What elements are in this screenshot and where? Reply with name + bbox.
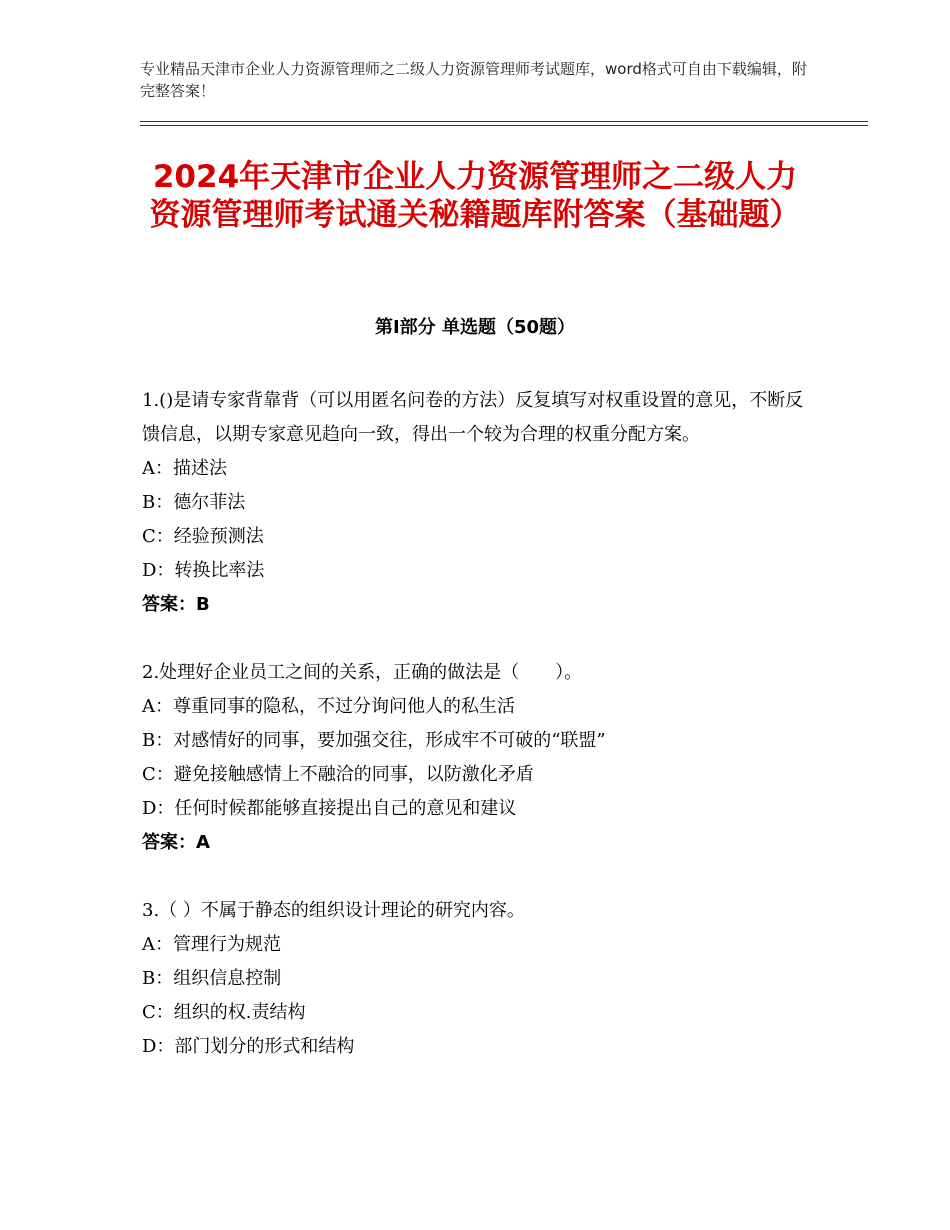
option-b: B：组织信息控制 (142, 968, 282, 989)
question-text: 3.（ ）不属于静态的组织设计理论的研究内容。 (142, 900, 525, 921)
option-d: D：转换比率法 (142, 560, 265, 581)
section-title: 第Ⅰ部分 单选题（50题） (374, 317, 575, 338)
question-list (142, 384, 812, 1098)
option-a: A：管理行为规范 (142, 934, 281, 955)
option-c: C：经验预测法 (142, 526, 264, 547)
header-rule-top (140, 121, 868, 122)
option-d: D：部门划分的形式和结构 (142, 1036, 355, 1057)
document-title: 2024年天津市企业人力资源管理师之二级人力资源管理师考试通关秘籍题库附答案（基础题） (149, 159, 801, 233)
question-text: 1.()是请专家背靠背（可以用匿名问卷的方法）反复填写对权重设置的意见，不断反馈信息，以期专家意见趋向一致，得出一个较为合理的权重分配方案。 (142, 390, 804, 445)
option-c: C：避免接触感情上不融洽的同事，以防激化矛盾 (142, 764, 534, 785)
option-a: A：描述法 (142, 458, 227, 479)
answer: 答案：B (142, 594, 210, 615)
question-1 (142, 384, 812, 622)
option-a: A：尊重同事的隐私，不过分询问他人的私生活 (142, 696, 515, 717)
answer: 答案：A (142, 832, 210, 853)
option-d: D：任何时候都能够直接提出自己的意见和建议 (142, 798, 517, 819)
header-note: 专业精品天津市企业人力资源管理师之二级人力资源管理师考试题库，word格式可自由下载编辑，附完整答案！ (140, 60, 807, 100)
question-2 (142, 656, 812, 860)
option-c: C：组织的权.责结构 (142, 1002, 306, 1023)
option-b: B：德尔菲法 (142, 492, 246, 513)
question-text: 2.处理好企业员工之间的关系，正确的做法是（ ）。 (142, 662, 583, 683)
option-b: B：对感情好的同事，要加强交往，形成牢不可破的“联盟” (142, 730, 606, 751)
header-rule-bottom (140, 125, 868, 126)
question-3 (142, 894, 812, 1064)
